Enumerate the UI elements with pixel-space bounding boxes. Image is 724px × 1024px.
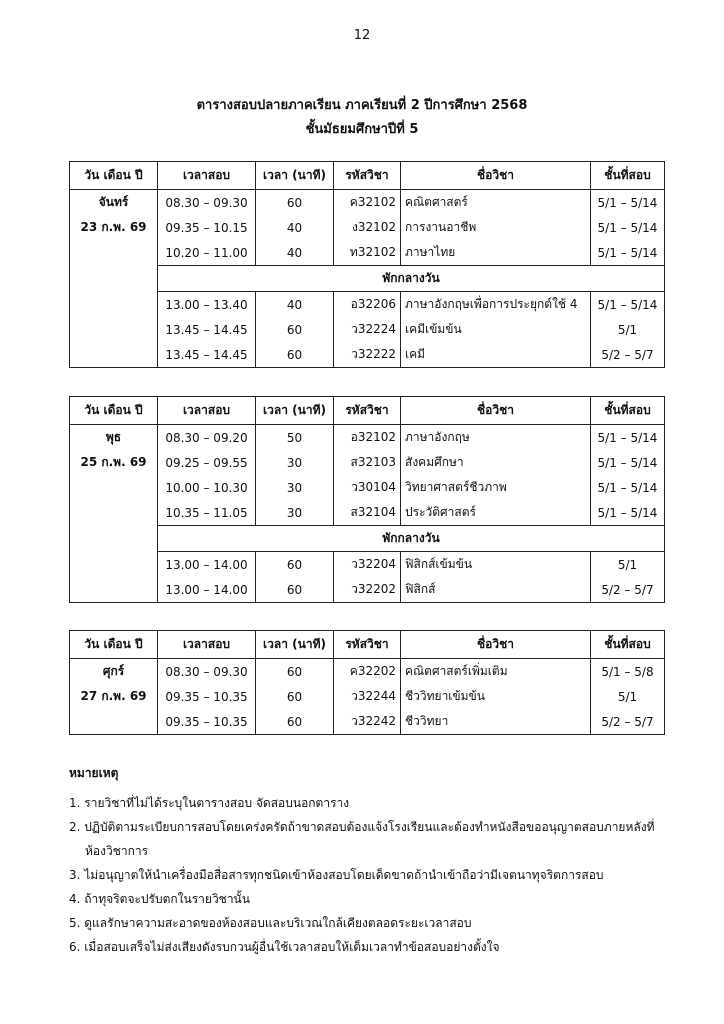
exam-code-cell: ว30104 [334, 475, 401, 500]
notes-heading: หมายเหตุ [69, 766, 119, 780]
column-header: ชั้นที่สอบ [591, 397, 665, 425]
exam-time-cell: 13.00 – 13.40 [158, 292, 256, 318]
exam-row [70, 292, 665, 318]
exam-time-cell: 13.00 – 14.00 [158, 577, 256, 603]
exam-row [70, 659, 665, 685]
exam-minutes-cell: 60 [256, 190, 334, 216]
column-header: เวลาสอบ [158, 397, 256, 425]
lunch-break-label: พักกลางวัน [158, 266, 665, 292]
exam-classes-cell: 5/1 – 5/14 [591, 425, 665, 451]
exam-code-cell: ว32204 [334, 552, 401, 578]
exam-time-cell: 08.30 – 09.30 [158, 659, 256, 685]
exam-table [69, 630, 665, 735]
exam-classes-cell: 5/1 – 5/8 [591, 659, 665, 685]
exam-date: 23 ก.พ. 69 [80, 220, 147, 234]
exam-code-cell: ค32202 [334, 659, 401, 685]
day-name: ศุกร์ [102, 664, 125, 678]
note-item: 6. เมื่อสอบเสร็จไม่ส่งเสียงดังรบกวนผู้อื่นใช้เวลาสอบให้เต็มเวลาทำข้อสอบอย่างตั้งใจ [69, 940, 500, 954]
exam-date: 27 ก.พ. 69 [80, 689, 147, 703]
exam-minutes-cell: 60 [256, 552, 334, 578]
exam-minutes-cell: 40 [256, 292, 334, 318]
header-row [70, 397, 665, 425]
exam-row [70, 709, 665, 735]
exam-classes-cell: 5/1 [591, 684, 665, 709]
column-header: รหัสวิชา [334, 162, 401, 190]
exam-day-cell [70, 190, 158, 368]
exam-date: 25 ก.พ. 69 [80, 455, 147, 469]
exam-code-cell: อ32102 [334, 425, 401, 451]
column-header: ชื่อวิชา [401, 162, 591, 190]
exam-time-cell: 09.35 – 10.35 [158, 709, 256, 735]
exam-code-cell: ว32222 [334, 342, 401, 368]
exam-classes-cell: 5/1 [591, 317, 665, 342]
exam-code-cell: ค32102 [334, 190, 401, 216]
exam-classes-cell: 5/2 – 5/7 [591, 342, 665, 368]
exam-time-cell: 09.25 – 09.55 [158, 450, 256, 475]
exam-subject-cell: ชีววิทยาเข้มข้น [401, 684, 591, 709]
exam-classes-cell: 5/1 – 5/14 [591, 475, 665, 500]
exam-time-cell: 10.20 – 11.00 [158, 240, 256, 266]
exam-minutes-cell: 30 [256, 475, 334, 500]
exam-minutes-cell: 40 [256, 215, 334, 240]
exam-minutes-cell: 60 [256, 684, 334, 709]
note-item: 2. ปฏิบัติตามระเบียบการสอบโดยเคร่งครัดถ้าขาดสอบต้องแจ้งโรงเรียนและต้องทำหนังสือขออนุญาตสอบภายหลังที่ห้องวิชาการ [69, 820, 655, 858]
exam-row [70, 450, 665, 475]
column-header: เวลาสอบ [158, 162, 256, 190]
exam-minutes-cell: 60 [256, 659, 334, 685]
lunch-break-label: พักกลางวัน [158, 526, 665, 552]
exam-classes-cell: 5/1 – 5/14 [591, 500, 665, 526]
column-header: เวลา (นาที) [256, 397, 334, 425]
exam-subject-cell: คณิตศาสตร์เพิ่มเติม [401, 659, 591, 685]
exam-subject-cell: ภาษาอังกฤษ [401, 425, 591, 451]
column-header: วัน เดือน ปี [70, 397, 158, 425]
header-row [70, 631, 665, 659]
exam-classes-cell: 5/1 – 5/14 [591, 450, 665, 475]
exam-code-cell: ง32102 [334, 215, 401, 240]
exam-time-cell: 10.00 – 10.30 [158, 475, 256, 500]
exam-time-cell: 13.00 – 14.00 [158, 552, 256, 578]
column-header: ชั้นที่สอบ [591, 631, 665, 659]
exam-classes-cell: 5/2 – 5/7 [591, 577, 665, 603]
exam-subject-cell: คณิตศาสตร์ [401, 190, 591, 216]
column-header: เวลา (นาที) [256, 162, 334, 190]
exam-row [70, 552, 665, 578]
exam-time-cell: 13.45 – 14.45 [158, 342, 256, 368]
column-header: เวลาสอบ [158, 631, 256, 659]
exam-subject-cell: เคมี [401, 342, 591, 368]
exam-subject-cell: ชีววิทยา [401, 709, 591, 735]
column-header: รหัสวิชา [334, 631, 401, 659]
schedule-title: ตารางสอบปลายภาคเรียน ภาคเรียนที่ 2 ปีการศึกษา 2568 [196, 98, 528, 113]
exam-time-cell: 08.30 – 09.20 [158, 425, 256, 451]
exam-subject-cell: สังคมศึกษา [401, 450, 591, 475]
exam-code-cell: ส32103 [334, 450, 401, 475]
exam-minutes-cell: 30 [256, 450, 334, 475]
exam-row [70, 577, 665, 603]
exam-classes-cell: 5/1 – 5/14 [591, 292, 665, 318]
exam-table [69, 396, 665, 603]
day-name: พุธ [105, 430, 122, 444]
lunch-break-row [70, 526, 665, 552]
exam-classes-cell: 5/1 – 5/14 [591, 190, 665, 216]
exam-subject-cell: การงานอาชีพ [401, 215, 591, 240]
exam-code-cell: ส32104 [334, 500, 401, 526]
exam-subject-cell: ฟิสิกส์ [401, 577, 591, 603]
exam-row [70, 425, 665, 451]
column-header: ชื่อวิชา [401, 631, 591, 659]
exam-subject-cell: เคมีเข้มข้น [401, 317, 591, 342]
column-header: รหัสวิชา [334, 397, 401, 425]
exam-minutes-cell: 60 [256, 317, 334, 342]
column-header: วัน เดือน ปี [70, 162, 158, 190]
exam-code-cell: ว32244 [334, 684, 401, 709]
exam-subject-cell: ฟิสิกส์เข้มข้น [401, 552, 591, 578]
note-item: 4. ถ้าทุจริตจะปรับตกในรายวิชานั้น [69, 892, 250, 906]
exam-row [70, 215, 665, 240]
exam-minutes-cell: 30 [256, 500, 334, 526]
exam-minutes-cell: 50 [256, 425, 334, 451]
exam-table [69, 161, 665, 368]
exam-row [70, 190, 665, 216]
column-header: เวลา (นาที) [256, 631, 334, 659]
exam-row [70, 317, 665, 342]
lunch-break-row [70, 266, 665, 292]
exam-row [70, 342, 665, 368]
exam-row [70, 475, 665, 500]
exam-code-cell: ว32224 [334, 317, 401, 342]
day-name: จันทร์ [98, 195, 129, 209]
exam-minutes-cell: 60 [256, 577, 334, 603]
exam-time-cell: 10.35 – 11.05 [158, 500, 256, 526]
exam-minutes-cell: 40 [256, 240, 334, 266]
exam-code-cell: ว32242 [334, 709, 401, 735]
notes-section [69, 764, 669, 959]
column-header: ชั้นที่สอบ [591, 162, 665, 190]
exam-classes-cell: 5/1 – 5/14 [591, 240, 665, 266]
exam-classes-cell: 5/1 [591, 552, 665, 578]
header-row [70, 162, 665, 190]
exam-day-cell [70, 659, 158, 735]
exam-code-cell: ท32102 [334, 240, 401, 266]
note-item: 5. ดูแลรักษาความสะอาดของห้องสอบและบริเวณใกล้เคียงตลอดระยะเวลาสอบ [69, 916, 472, 930]
column-header: ชื่อวิชา [401, 397, 591, 425]
exam-minutes-cell: 60 [256, 709, 334, 735]
exam-classes-cell: 5/2 – 5/7 [591, 709, 665, 735]
exam-classes-cell: 5/1 – 5/14 [591, 215, 665, 240]
note-item: 1. รายวิชาที่ไม่ได้ระบุในตารางสอบ จัดสอบนอกตาราง [69, 796, 350, 810]
exam-row [70, 684, 665, 709]
exam-minutes-cell: 60 [256, 342, 334, 368]
exam-row [70, 240, 665, 266]
exam-time-cell: 09.35 – 10.35 [158, 684, 256, 709]
exam-subject-cell: ภาษาอังกฤษเพื่อการประยุกต์ใช้ 4 [401, 292, 591, 318]
exam-row [70, 500, 665, 526]
exam-subject-cell: วิทยาศาสตร์ชีวภาพ [401, 475, 591, 500]
exam-subject-cell: ภาษาไทย [401, 240, 591, 266]
exam-code-cell: ว32202 [334, 577, 401, 603]
schedule-subtitle: ชั้นมัธยมศึกษาปีที่ 5 [305, 122, 419, 137]
exam-day-cell [70, 425, 158, 603]
note-item: 3. ไม่อนุญาตให้นำเครื่องมือสื่อสารทุกชนิดเข้าห้องสอบโดยเด็ดขาดถ้านำเข้าถือว่ามีเจตนาทุจริตการสอบ [69, 868, 604, 882]
page-number: 12 [353, 28, 371, 43]
exam-time-cell: 13.45 – 14.45 [158, 317, 256, 342]
exam-time-cell: 08.30 – 09.30 [158, 190, 256, 216]
column-header: วัน เดือน ปี [70, 631, 158, 659]
exam-time-cell: 09.35 – 10.15 [158, 215, 256, 240]
exam-subject-cell: ประวัติศาสตร์ [401, 500, 591, 526]
exam-code-cell: อ32206 [334, 292, 401, 318]
